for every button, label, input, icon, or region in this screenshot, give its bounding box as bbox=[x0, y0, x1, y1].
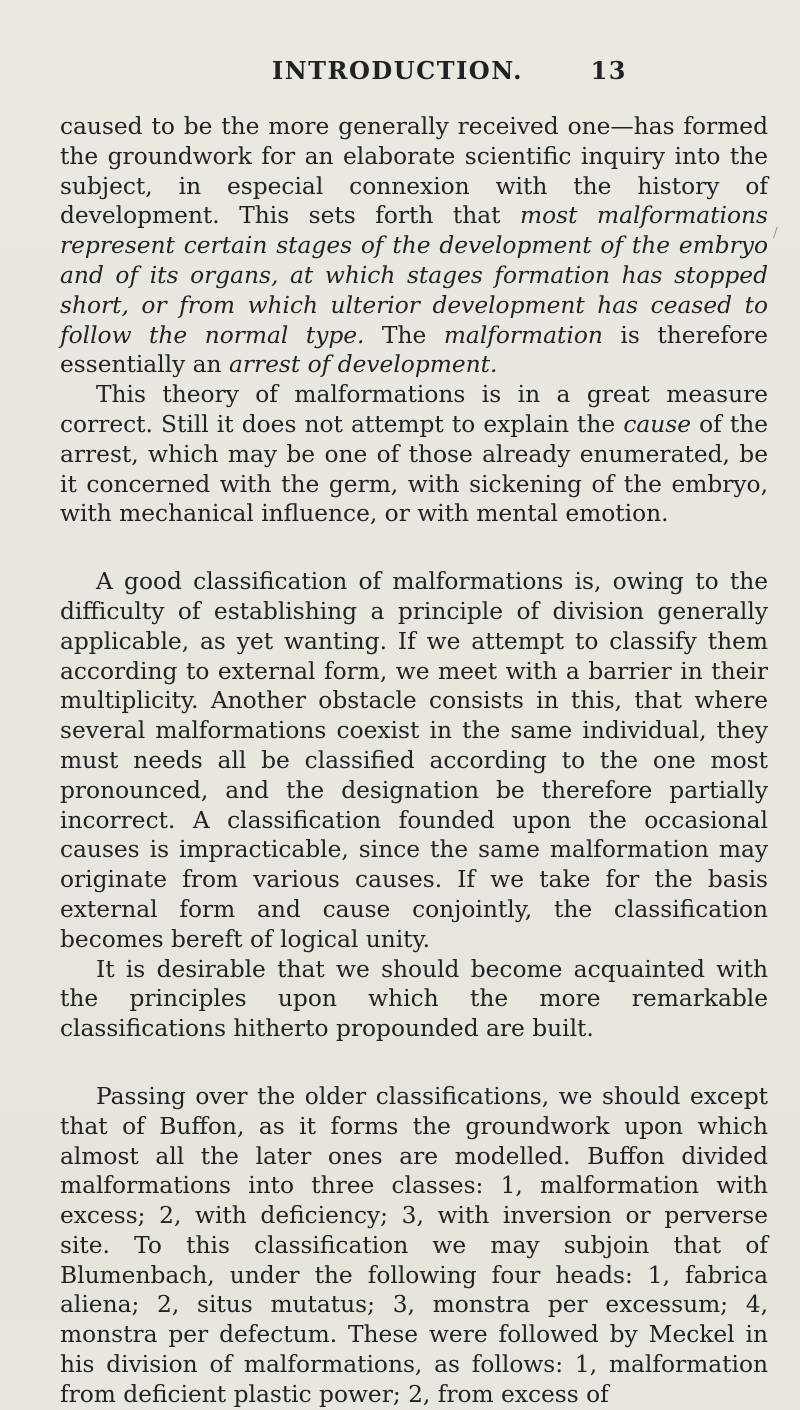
paragraph-4: It is desirable that we should become acquainted with the principles upon which the more remarkable classifications hitherto propounded are built. bbox=[60, 955, 768, 1043]
italic-term: malformation bbox=[443, 321, 603, 349]
running-title: INTRODUCTION. bbox=[272, 55, 523, 85]
page-number: 13 bbox=[590, 55, 627, 85]
running-header bbox=[272, 52, 627, 88]
paragraph-1: caused to be the more generally received one—has formed the groundwork for an elaborate scientific inquiry into the subject, in especial connexion with the history of development. This sets forth that most malformations represent certain stages of the development of the embryo and of its organs, at which stages formation has stopped short, or from which ulterior development has ceased to follow the normal type. The malformation is therefore essentially an arrest of development. bbox=[60, 113, 768, 379]
body-text bbox=[60, 112, 768, 1410]
italic-phrase-arrest: arrest of development. bbox=[228, 351, 498, 379]
italic-phrase: most malformations represent certain stages of the development of the embryo and of its organs, at which stages formation has stopped short, or from which ulterior development has ceased to follow the normal type. bbox=[60, 202, 768, 349]
paragraph-3: A good classification of malformations is, owing to the difficulty of establishing a principle of division generally applicable, as yet wanting. If we attempt to classify them according to external form, we meet with a barrier in their multiplicity. Another obstacle consists in this, that where several malformations coexist in the same individual, they must needs all be classified according to the one most pronounced, and the designation be therefore partially incorrect. A classification founded upon the occasional causes is impracticable, since the same malformation may originate from various causes. If we take for the basis external form and cause conjointly, the classification becomes bereft of logical unity. bbox=[60, 568, 768, 953]
paragraph-2: This theory of malformations is in a great measure correct. Still it does not attempt to explain the cause of the arrest, which may be one of those already enumerated, be it concerned with the germ, with sickening of the embryo, with mechanical influence, or with mental emotion. bbox=[60, 381, 768, 528]
paragraph-5: Passing over the older classifications, we should except that of Buffon, as it forms the groundwork upon which almost all the later ones are modelled. Buffon divided malformations into three classes: 1, malformation with excess; 2, with deficiency; 3, with inversion or perverse site. To this classification we may subjoin that of Blumenbach, under the following four heads: 1, fabrica aliena; 2, situs mutatus; 3, monstra per excessum; 4, monstra per defectum. These were followed by Meckel in his division of malformations, as follows: 1, malformation from deficient plastic power; 2, from excess of bbox=[60, 1082, 768, 1408]
pencil-mark-icon bbox=[773, 227, 785, 239]
italic-term-cause: cause bbox=[623, 410, 691, 438]
